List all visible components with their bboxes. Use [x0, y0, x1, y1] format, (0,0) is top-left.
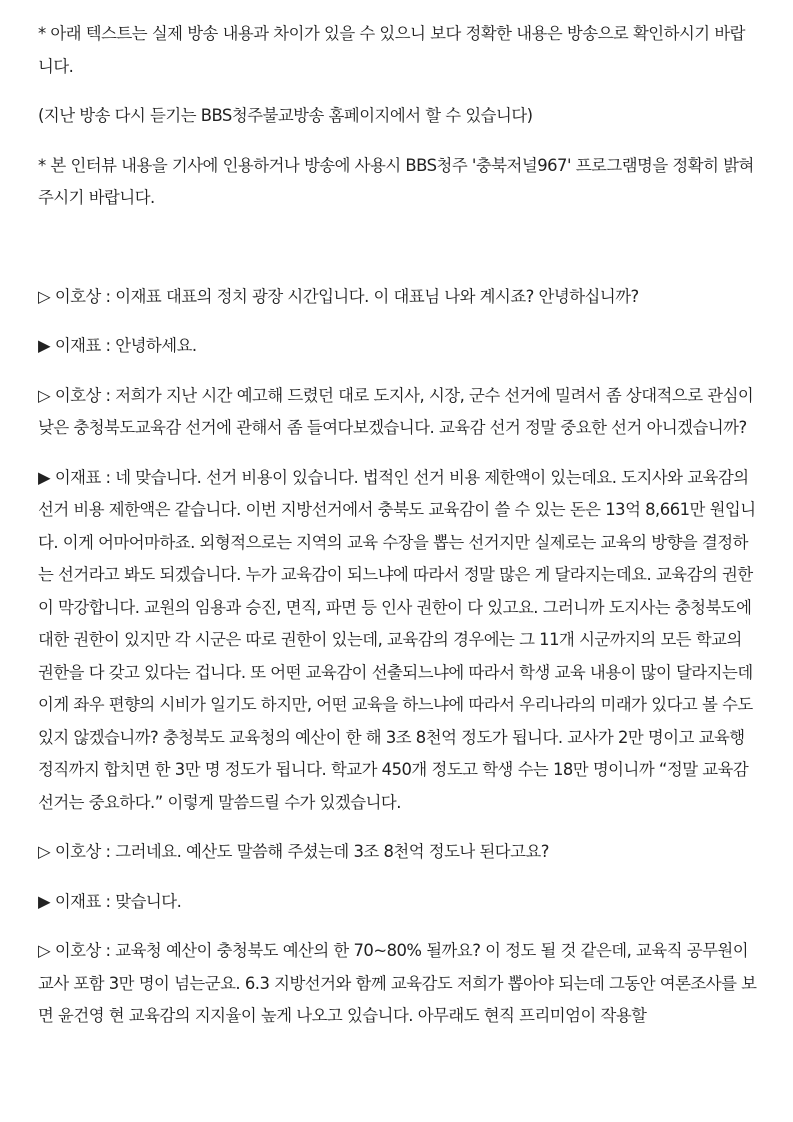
- transcript-line: ▷ 이호상 : 저희가 지난 시간 예고해 드렸던 대로 도지사, 시장, 군수 선거에 밀려서 좀 상대적으로 관심이 낮은 충청북도교육감 선거에 관해서 좀 들여다보겠습니다. 교육감 선거 정말 중요한 선거 아니겠습니까?: [38, 385, 754, 437]
- transcript-line: ▷ 이호상 : 이재표 대표의 정치 광장 시간입니다. 이 대표님 나와 계시죠? 안녕하십니까?: [38, 286, 639, 306]
- notice-citation: * 본 인터뷰 내용을 기사에 인용하거나 방송에 사용시 BBS청주 '충북저널967' 프로그램명을 정확히 밝혀주시기 바랍니다.: [38, 155, 754, 207]
- transcript-line: ▶ 이재표 : 안녕하세요.: [38, 336, 197, 355]
- notice-replay: (지난 방송 다시 듣기는 BBS청주불교방송 홈페이지에서 할 수 있습니다): [38, 106, 533, 125]
- transcript-line: ▷ 이호상 : 교육청 예산이 충청북도 예산의 한 70~80% 될까요? 이 정도 될 것 같은데, 교육직 공무원이 교사 포함 3만 명이 넘는군요. 6.3 지방선거와 함께 교육감도 저희가 뽑아야 되는데 그동안 여론조사를 보면 윤건영 현 교육감의 지지율이 높게 나오고 있습니다. 아무래도 현직 프리미엄이 작용할: [38, 941, 757, 1025]
- notice-broadcast-difference: * 아래 텍스트는 실제 방송 내용과 차이가 있을 수 있으니 보다 정확한 내용은 방송으로 확인하시기 바랍니다.: [38, 24, 746, 76]
- transcript-line: ▶ 이재표 : 맞습니다.: [38, 891, 182, 911]
- article-body: [38, 18, 758, 1050]
- transcript-line: ▶ 이재표 : 네 맞습니다. 선거 비용이 있습니다. 법적인 선거 비용 제한액이 있는데요. 도지사와 교육감의 선거 비용 제한액은 같습니다. 이번 지방선거에서 충북도 교육감이 쓸 수 있는 돈은 13억 8,661만 원입니다. 이게 어마어마하죠. 외형적으로는 지역의 교육 수장을 뽑는 선거지만 실제로는 교육의 방향을 결정하는 선거라고 봐도 되겠습니다. 누가 교육감이 되느냐에 따라서 정말 많은 게 달라지는데요. 교육감의 권한이 막강합니다. 교원의 임용과 승진, 면직, 파면 등 인사 권한이 다 있고요. 그러니까 도지사는 충청북도에 대한 권한이 있지만 각 시군은 따로 권한이 있는데, 교육감의 경우에는 그 11개 시군까지의 모든 학교의 권한을 다 갖고 있다는 겁니다. 또 어떤 교육감이 선출되느냐에 따라서 학생 교육 내용이 많이 달라지는데 이게 좌우 편향의 시비가 일기도 하지만, 어떤 교육을 하느냐에 따라서 우리나라의 미래가 있다고 볼 수도 있지 않겠습니까? 충청북도 교육청의 예산이 한 해 3조 8천억 정도가 됩니다. 교사가 2만 명이고 교육행정직까지 합치면 한 3만 명 정도가 됩니다. 학교가 450개 정도고 학생 수는 18만 명이니까 “정말 교육감 선거는 중요하다.” 이렇게 말씀드릴 수가 있겠습니다.: [38, 467, 756, 812]
- transcript-line: ▷ 이호상 : 그러네요. 예산도 말씀해 주셨는데 3조 8천억 정도나 된다고요?: [38, 842, 549, 861]
